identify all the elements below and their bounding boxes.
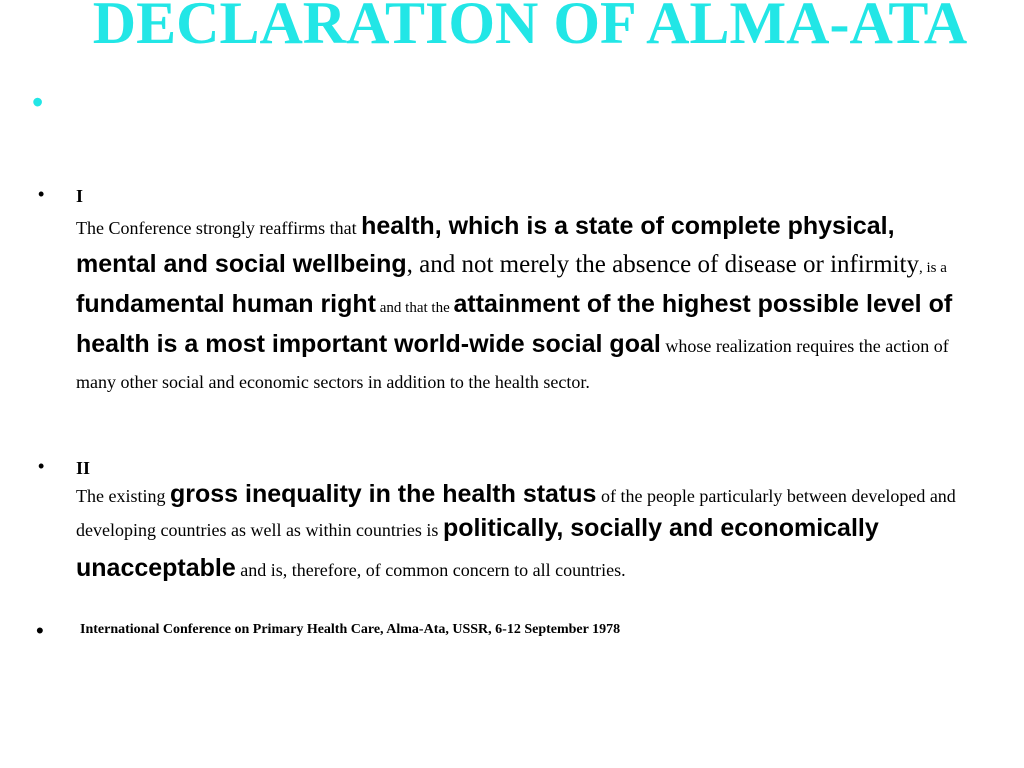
section-2-number: II bbox=[76, 458, 91, 478]
footer-content bbox=[80, 620, 960, 640]
s2-bold-unacceptable: politically, socially and economically unacceptable bbox=[76, 514, 879, 582]
footer-citation: International Conference on Primary Health Care, Alma-Ata, USSR, 6-12 September 1978 bbox=[80, 622, 621, 637]
s1-bold-human-right: fundamental human right bbox=[76, 290, 376, 318]
s1-text-5: whose realization requires the action of many other social and economic sectors in addition to the health sector. bbox=[76, 336, 949, 392]
section-2-paragraph bbox=[76, 482, 956, 588]
s2-bold-inequality: gross inequality in the health status bbox=[169, 480, 597, 508]
section-1-paragraph bbox=[76, 208, 956, 400]
bullet-dot: • bbox=[38, 184, 45, 204]
s1-bold-health-definition: health, which is a state of complete physical, mental and social wellbeing bbox=[76, 212, 895, 278]
section-1-content bbox=[76, 184, 956, 400]
s1-text-3: , is a bbox=[918, 260, 947, 276]
bullet-dot: • bbox=[38, 456, 45, 476]
section-1-number: I bbox=[76, 186, 84, 206]
s2-text-2: of the people particularly between developed and developing countries as well as within countries is bbox=[76, 486, 956, 540]
title-bullet: • bbox=[32, 84, 44, 120]
s2-text-1: The existing bbox=[76, 486, 170, 506]
section-2-content bbox=[76, 456, 956, 588]
bullet-dot: • bbox=[36, 618, 44, 643]
s1-bold-social-goal: attainment of the highest possible level of health is a most important world-wide social goal bbox=[76, 290, 953, 358]
title-area bbox=[0, 0, 1024, 138]
s1-text-4: and that the bbox=[376, 300, 454, 316]
slide-title: DECLARATION OF ALMA-ATA bbox=[92, 0, 968, 56]
s2-text-3: and is, therefore, of common concern to all countries. bbox=[235, 560, 626, 580]
s1-text-2: , and not merely the absence of disease or infirmity bbox=[406, 251, 919, 278]
s1-text-1: The Conference strongly reaffirms that bbox=[76, 218, 362, 238]
